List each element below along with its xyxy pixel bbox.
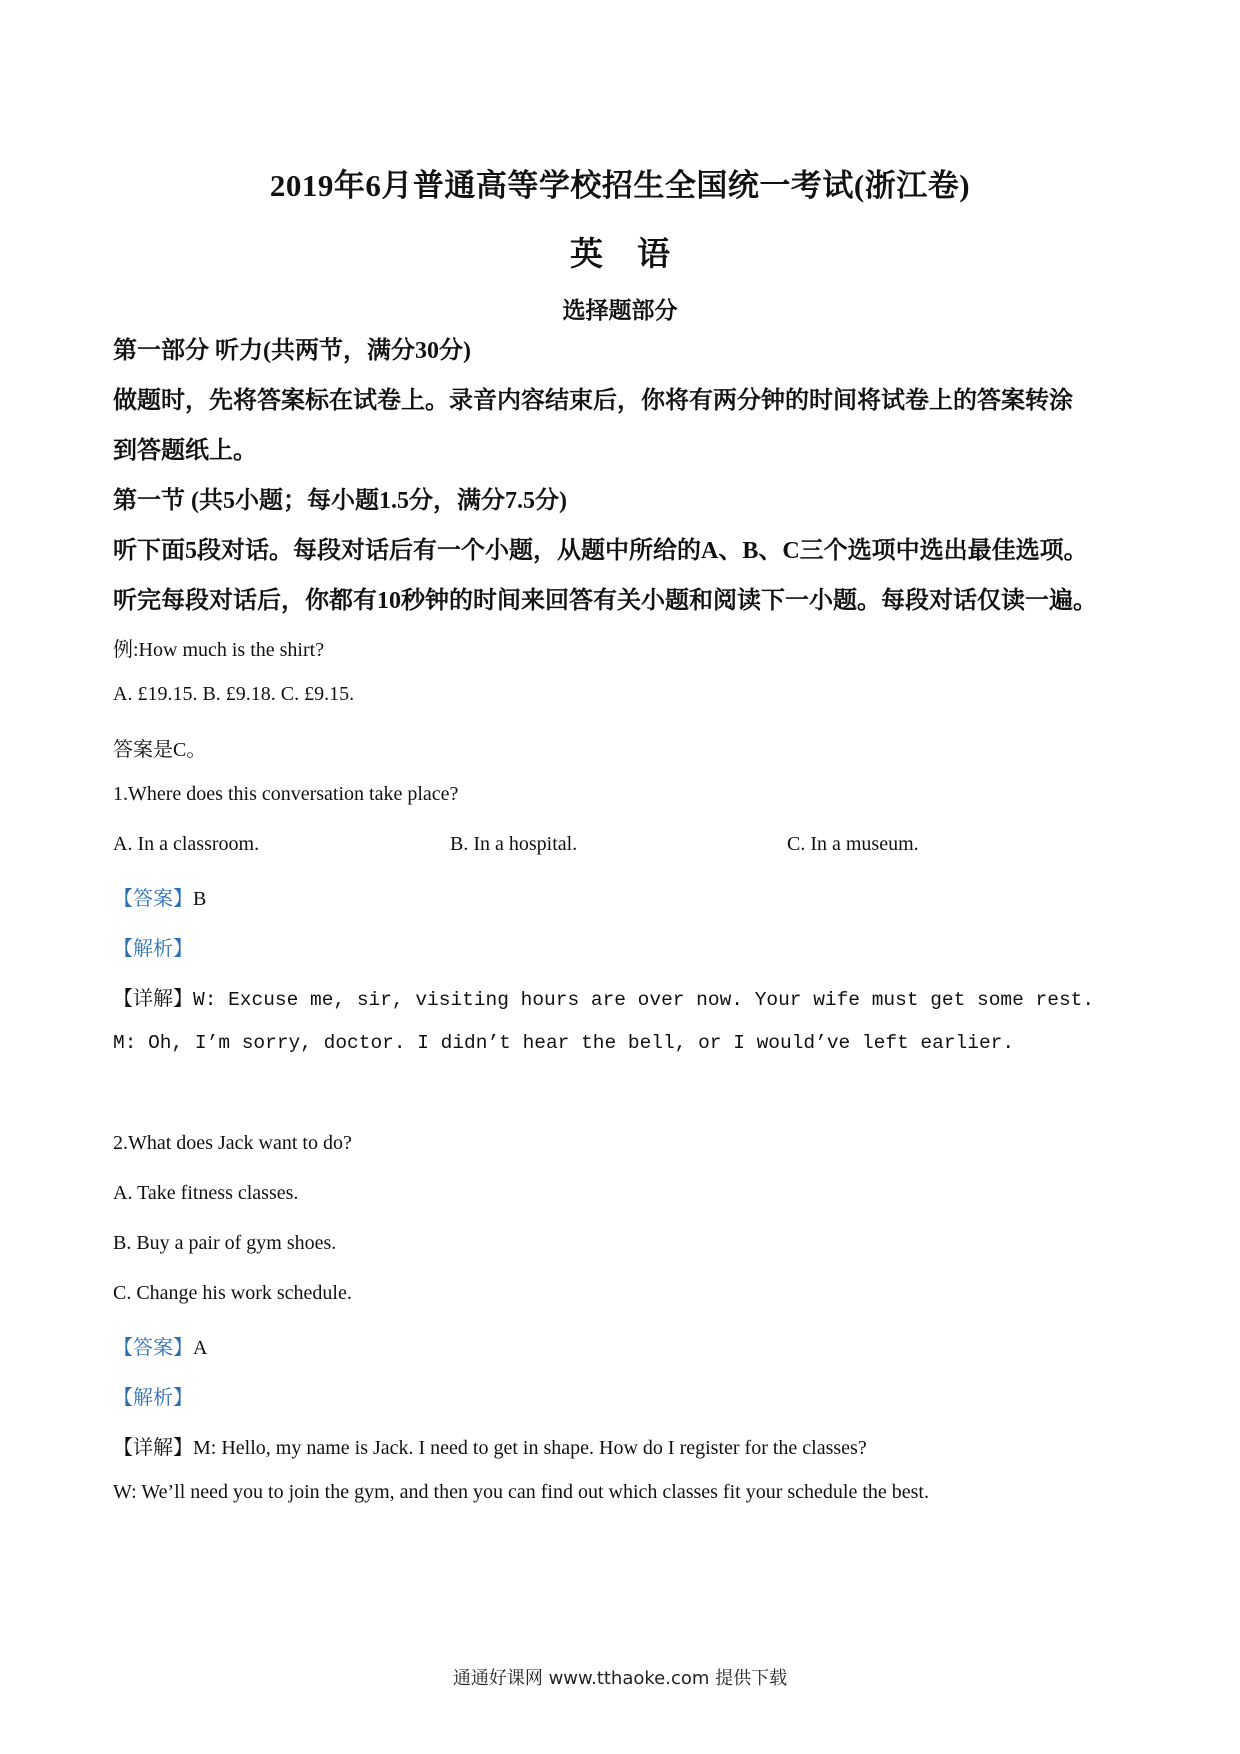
answer-value: A [193, 1337, 208, 1359]
q2-option-c: C. Change his work schedule. [113, 1282, 352, 1304]
q1-answer [113, 882, 1133, 911]
example-options: A. £19.15. B. £9.18. C. £9.15. [113, 683, 355, 705]
answer-tag: 【答案】 [113, 888, 193, 910]
section1-instruction-line2: 听完每段对话后，你都有10秒钟的时间来回答有关小题和阅读下一小题。每段对话仅读一遍。 [113, 588, 1097, 614]
q1-analysis-tag: 【解析】 [113, 938, 193, 960]
detail-text: W: Excuse me, sir, visiting hours are over now. Your wife must get some rest. [193, 989, 1095, 1011]
exam-title: 2019年6月普通高等学校招生全国统一考试(浙江卷) [269, 168, 971, 203]
q1-question: 1.Where does this conversation take place? [113, 783, 459, 805]
q1-detail-line1 [113, 982, 1133, 1011]
detail-text: M: Hello, my name is Jack. I need to get in shape. How do I register for the classes? [193, 1437, 867, 1459]
answer-tag: 【答案】 [113, 1337, 193, 1359]
q2-detail-line1 [113, 1431, 1133, 1460]
q2-detail-line2: W: We’ll need you to join the gym, and then you can find out which classes fit your schedule the best. [113, 1481, 929, 1503]
q2-answer [113, 1331, 1133, 1360]
q1-option-a: A. In a classroom. [113, 833, 260, 855]
example-question: 例:How much is the shirt? [113, 639, 325, 661]
q1-option-b: B. In a hospital. [450, 833, 578, 855]
q2-analysis-tag: 【解析】 [113, 1387, 193, 1409]
detail-tag: 【详解】 [113, 988, 193, 1010]
q2-option-a: A. Take fitness classes. [113, 1182, 299, 1204]
q2-option-b: B. Buy a pair of gym shoes. [113, 1232, 337, 1254]
footer-credit: 通通好课网 www.tthaoke.com 提供下载 [452, 1668, 788, 1689]
section-title: 选择题部分 [562, 298, 678, 323]
q1-detail-line2: M: Oh, I’m sorry, doctor. I didn’t hear the bell, or I would’ve left earlier. [113, 1032, 1015, 1054]
detail-tag: 【详解】 [113, 1437, 193, 1459]
part1-instruction-line1: 做题时，先将答案标在试卷上。录音内容结束后，你将有两分钟的时间将试卷上的答案转涂 [113, 388, 1073, 414]
q1-option-c: C. In a museum. [787, 833, 919, 855]
section1-heading: 第一节 (共5小题；每小题1.5分，满分7.5分) [113, 488, 567, 514]
part1-heading: 第一部分 听力(共两节，满分30分) [113, 338, 471, 364]
part1-instruction-line2: 到答题纸上。 [113, 438, 257, 464]
q2-question: 2.What does Jack want to do? [113, 1132, 352, 1154]
answer-value: B [193, 888, 207, 910]
example-answer: 答案是C。 [113, 739, 207, 761]
section1-instruction-line1: 听下面5段对话。每段对话后有一个小题，从题中所给的A、B、C三个选项中选出最佳选项。 [113, 538, 1088, 564]
subject-title: 英语 [570, 237, 704, 273]
